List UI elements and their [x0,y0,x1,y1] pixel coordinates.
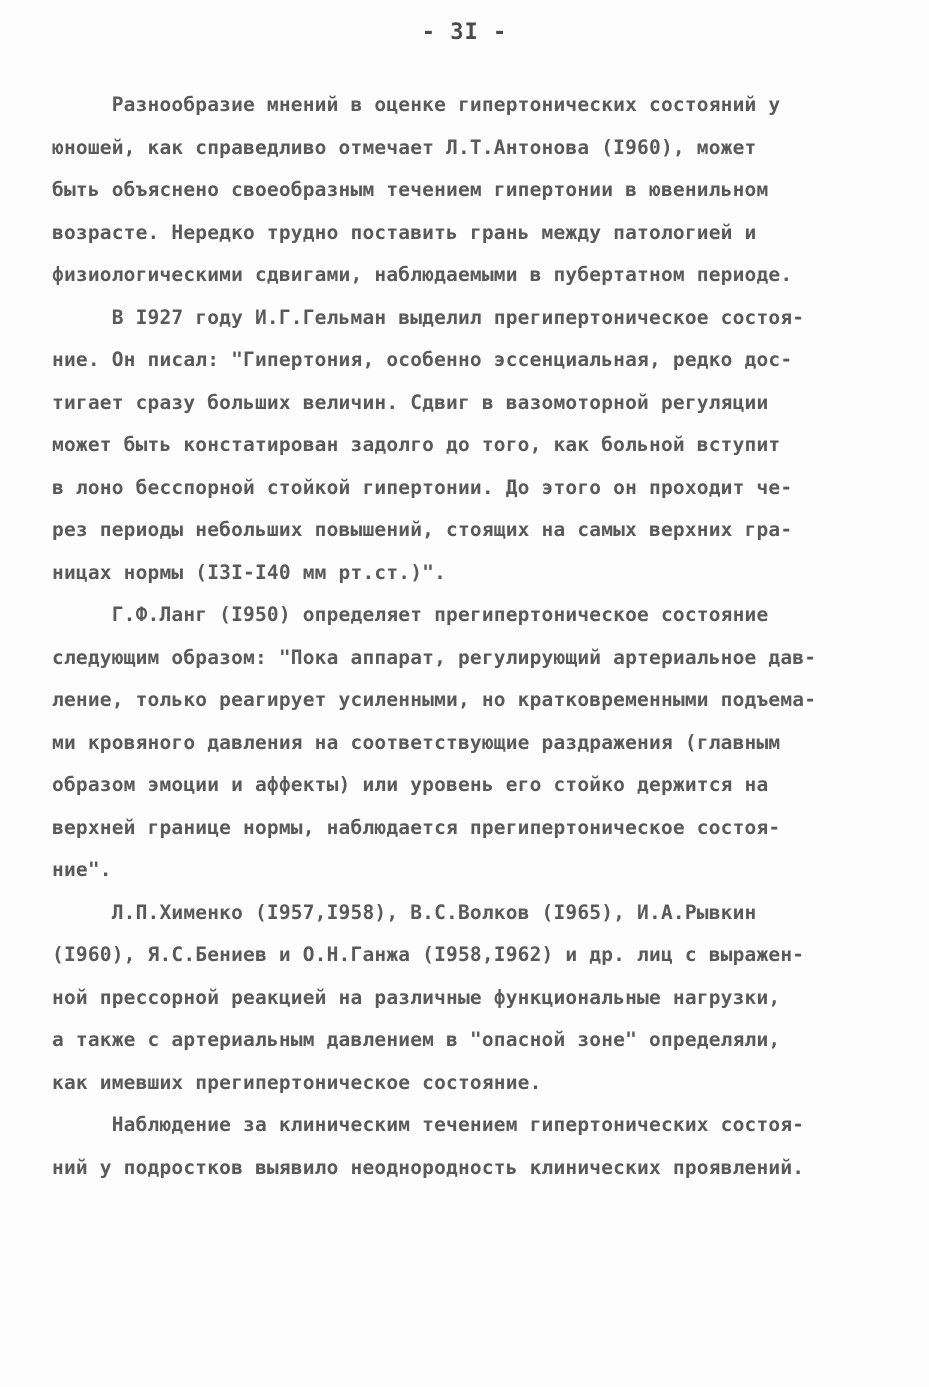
text-line: ной прессорной реакцией на различные функциональные нагрузки, [52,985,781,1009]
text-line: Г.Ф.Ланг (I950) определяет прегипертоническое состояние [52,603,769,626]
text-line: как имевших прегипертоническое состояние. [52,1070,542,1094]
paragraph-2 [52,297,872,595]
text-line: Л.П.Хименко (I957,I958), В.С.Волков (I965), И.А.Рывкин [52,900,757,924]
text-line: ние". [52,858,112,881]
text-line: юношей, как справедливо отмечает Л.Т.Антонова (I960), может [52,135,757,159]
text-line: тигает сразу больших величин. Сдвиг в вазомоторной регуляции [52,390,769,414]
text-line: может быть констатирован задолго до того, как больной вступит [52,433,781,456]
text-line: ницах нормы (I3I-I40 мм рт.ст.)". [52,560,447,584]
paragraph-1 [52,84,872,297]
page-number: - 3I - [421,20,508,45]
text-line: ний у подростков выявило неоднородность клинических проявлений. [52,1155,805,1179]
text-line: следующим образом: "Пока аппарат, регулирующий артериальное дав- [52,645,817,669]
text-line: рез периоды небольших повышений, стоящих на самых верхних гра- [52,518,793,541]
text-line: ление, только реагирует усиленными, но кратковременными подъема- [52,688,817,711]
text-line: В I927 году И.Г.Гельман выделил прегипертоническое состоя- [52,305,805,329]
text-line: образом эмоции и аффекты) или уровень его стойко держится на [52,773,769,796]
text-line: (I960), Я.С.Бениев и О.Н.Ганжа (I958,I962) и др. лиц с выражен- [52,943,805,966]
text-line: ми кровяного давления на соответствующие раздражения (главным [52,730,781,754]
paragraph-3 [52,594,872,892]
text-line: возрасте. Нередко трудно поставить грань между патологией и [52,220,757,244]
paragraph-5 [52,1104,872,1189]
text-line: Разнообразие мнений в оценке гипертонических состояний у [52,93,781,116]
text-line: физиологическими сдвигами, наблюдаемыми в пубертатном периоде. [52,263,793,286]
text-line: быть объяснено своеобразным течением гипертонии в ювенильном [52,178,769,201]
paragraph-4 [52,892,872,1105]
body-text [52,84,872,1189]
text-line: ние. Он писал: "Гипертония, особенно эссенциальная, редко дос- [52,348,793,371]
text-line: в лоно бесспорной стойкой гипертонии. До этого он проходит че- [52,475,793,499]
text-line: Наблюдение за клиническим течением гипертонических состоя- [52,1113,805,1136]
text-line: верхней границе нормы, наблюдается прегипертоническое состоя- [52,815,781,839]
text-line: а также с артериальным давлением в "опасной зоне" определяли, [52,1028,781,1051]
